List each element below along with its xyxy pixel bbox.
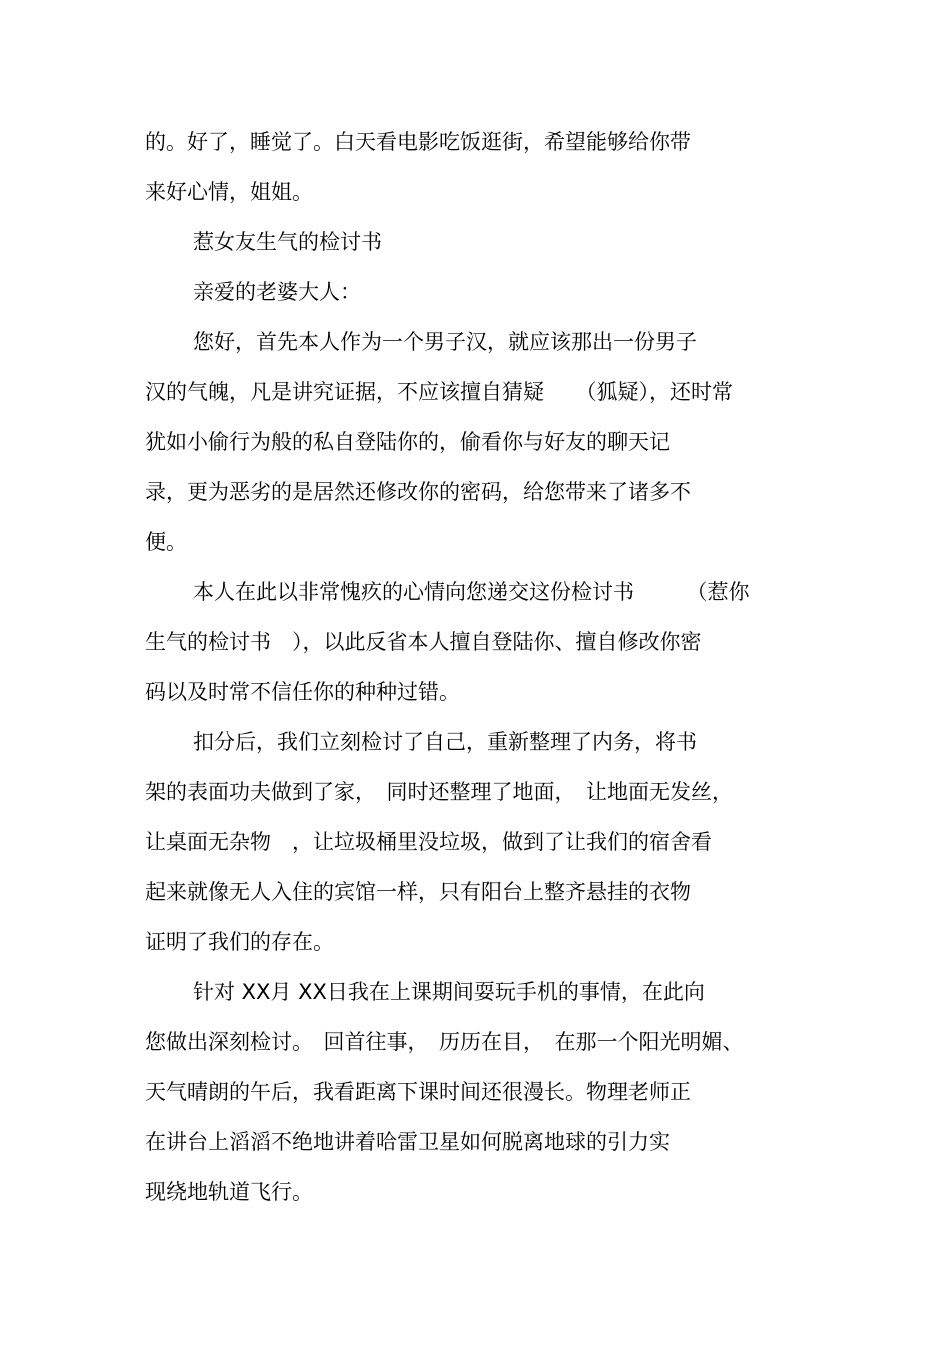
salutation: 亲爱的老婆大人： xyxy=(193,280,361,304)
text-line: 现绕地轨道飞行。 xyxy=(145,1180,313,1204)
text-line: 证明了我们的存在。 xyxy=(145,930,334,954)
text-line: 天气晴朗的午后，我看距离下课时间还很漫长。物理老师正 xyxy=(145,1080,691,1104)
text-line: 的。好了，睡觉了。白天看电影吃饭逛街，希望能够给你带 xyxy=(145,130,691,154)
text-line: 生气的检讨书 ），以此反省本人擅自登陆你、擅自修改你密 xyxy=(145,630,702,654)
text-line: 来好心情，姐姐。 xyxy=(145,180,313,204)
text-line: 您做出深刻检讨。 回首往事， 历历在目， 在那一个阳光明媚、 xyxy=(145,1030,744,1054)
text-line: 架的表面功夫做到了家， 同时还整理了地面， 让地面无发丝， xyxy=(145,780,733,804)
text-line: 扣分后，我们立刻检讨了自己，重新整理了内务，将书 xyxy=(193,730,697,754)
text-line: 犹如小偷行为般的私自登陆你的，偷看你与好友的聊天记 xyxy=(145,430,670,454)
text-line: 汉的气魄，凡是讲究证据，不应该擅自猜疑 （狐疑），还时常 xyxy=(145,380,733,404)
text-line: 便。 xyxy=(145,530,187,554)
text-line: 在讲台上滔滔不绝地讲着哈雷卫星如何脱离地球的引力实 xyxy=(145,1130,670,1154)
text-line: 录，更为恶劣的是居然还修改你的密码，给您带来了诸多不 xyxy=(145,480,691,504)
text-line: 码以及时常不信任你的种种过错。 xyxy=(145,680,460,704)
text-line: 起来就像无人入住的宾馆一样，只有阳台上整齐悬挂的衣物 xyxy=(145,880,691,904)
text-line: 让桌面无杂物 ，让垃圾桶里没垃圾，做到了让我们的宿舍看 xyxy=(145,830,712,854)
section-title: 惹女友生气的检讨书 xyxy=(193,230,382,254)
text-line: 针对 XX月 XX日我在上课期间耍玩手机的事情，在此向 xyxy=(193,980,705,1004)
text-line: 本人在此以非常愧疚的心情向您递交这份检讨书 （惹你 xyxy=(193,580,750,604)
text-line: 您好，首先本人作为一个男子汉，就应该那出一份男子 xyxy=(193,330,697,354)
